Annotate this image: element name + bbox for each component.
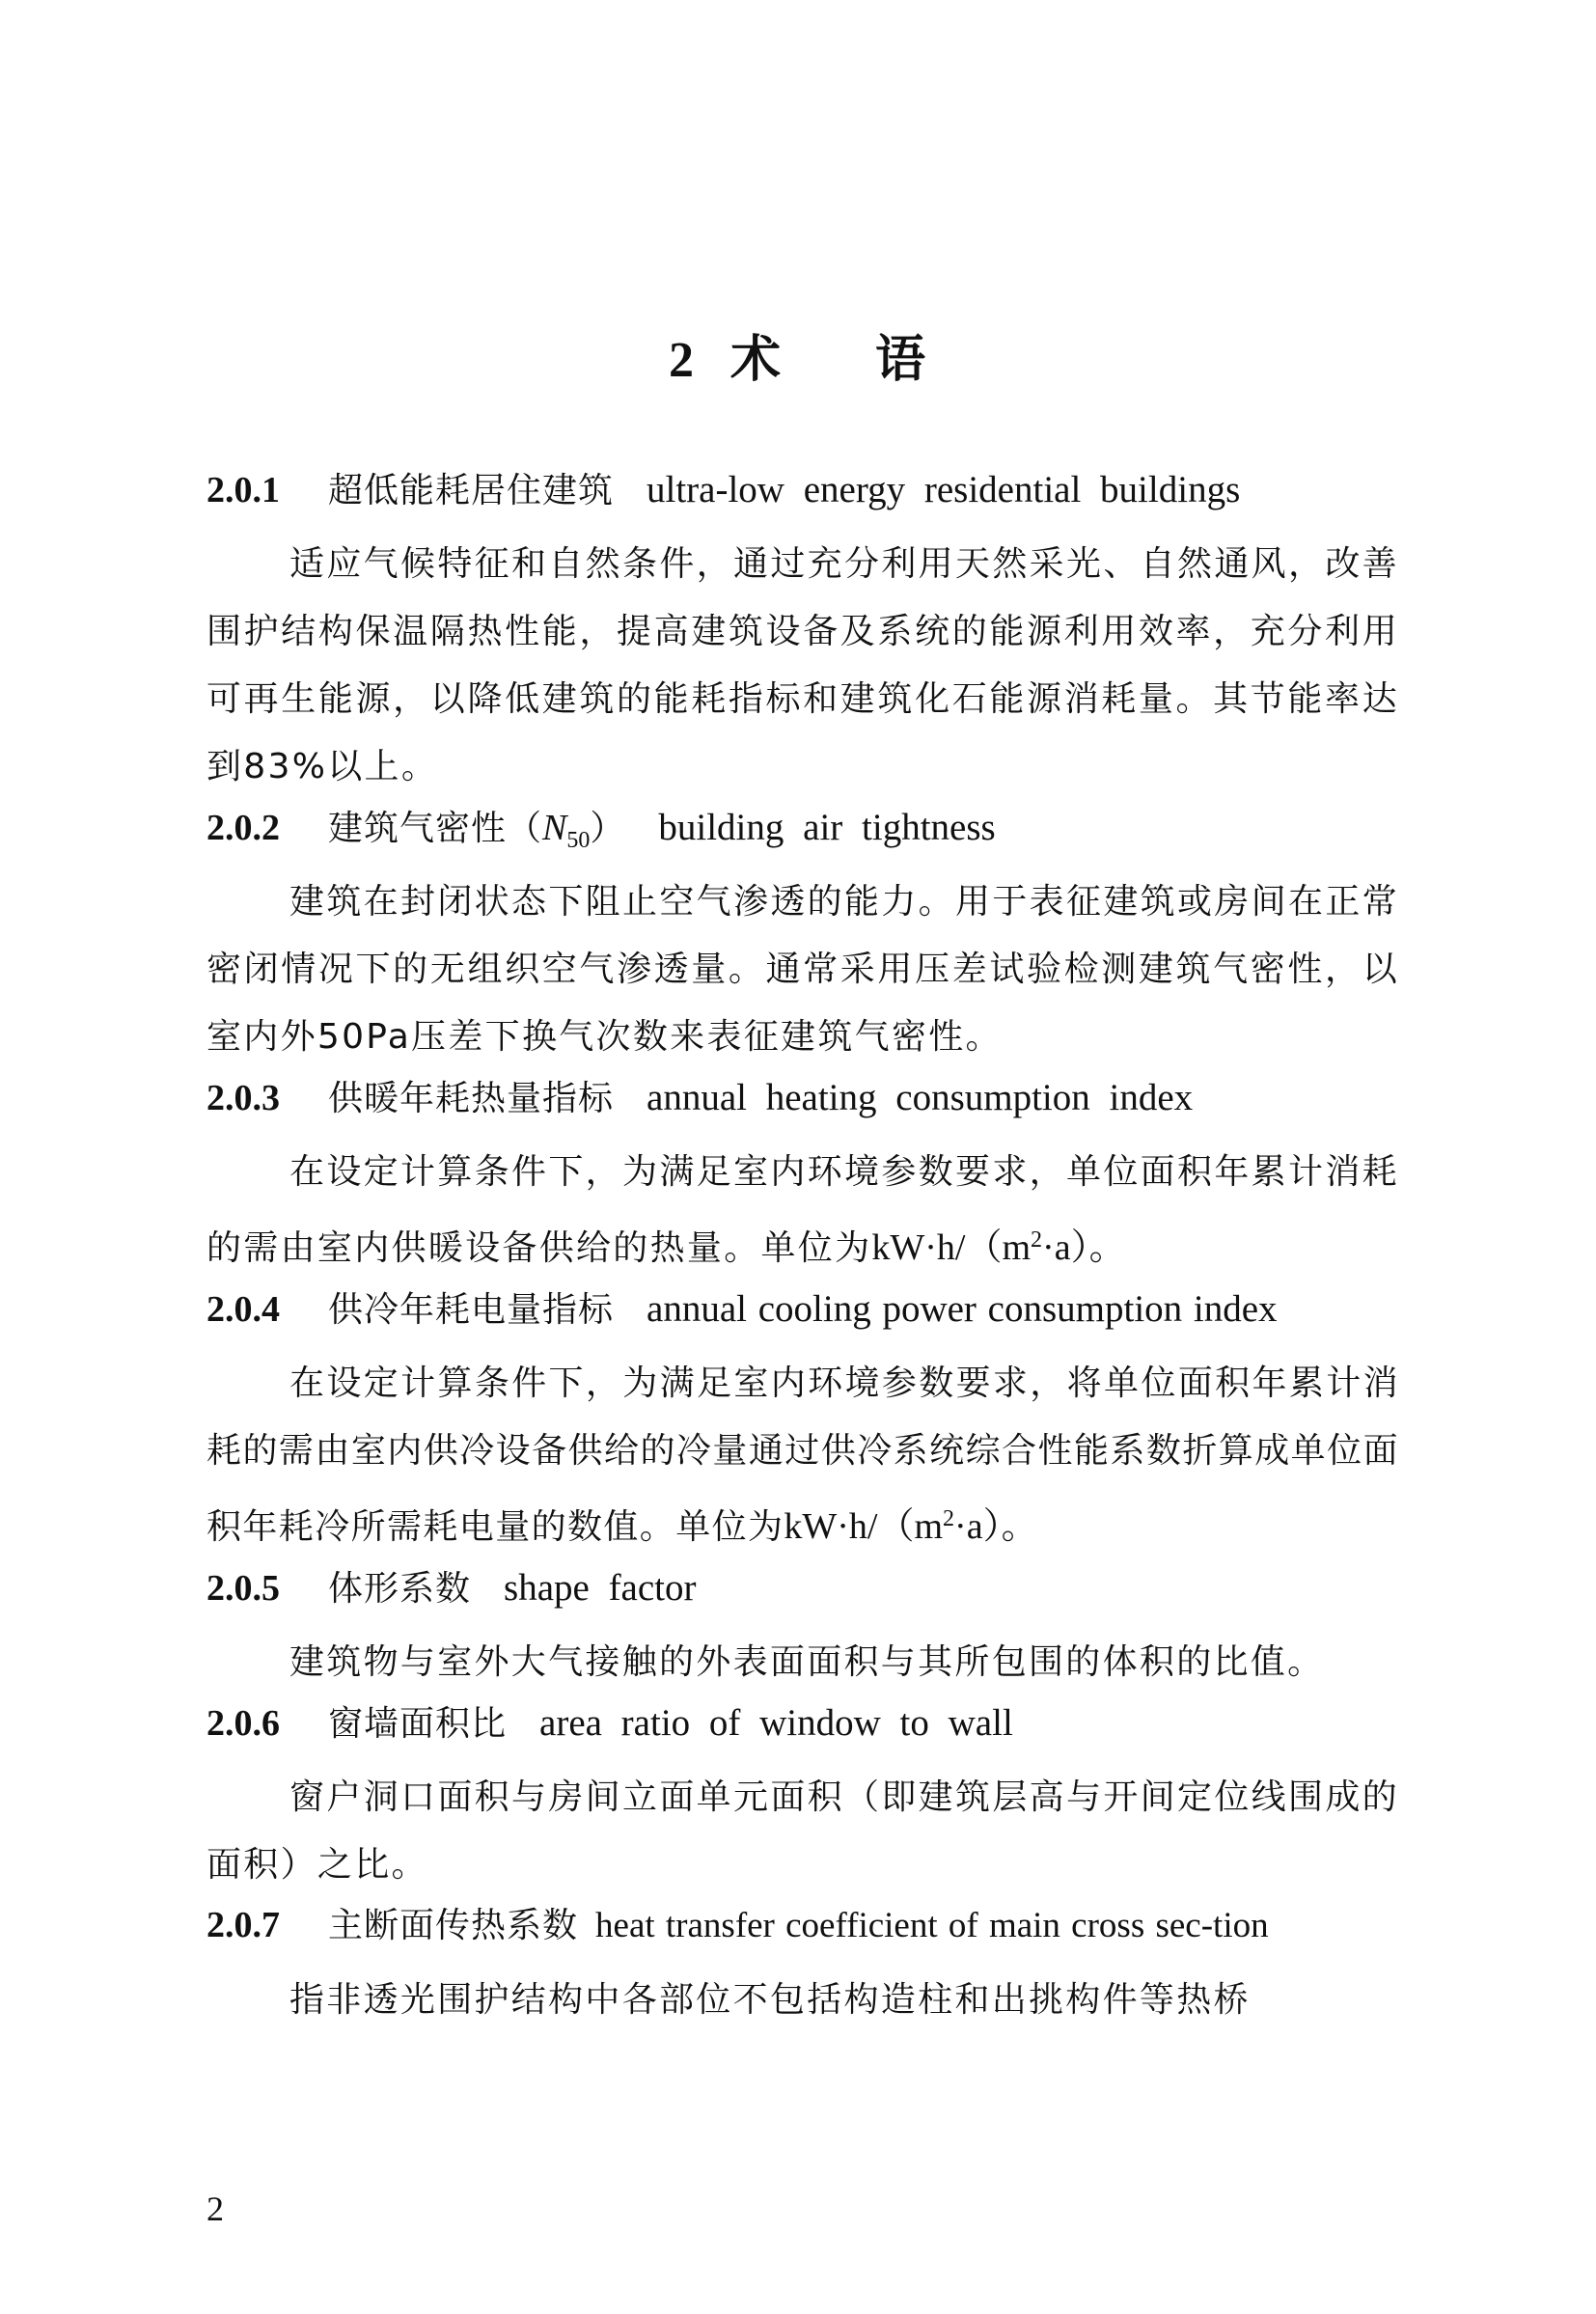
term-chinese [328,802,625,868]
unit-superscript: 2 [1031,1227,1043,1253]
term-chinese: 主断面传热系数 [328,1906,579,1945]
term-heading-2-0-3 [206,1071,1399,1139]
chapter-title-char-1: 术 [729,330,783,389]
term-english: annual cooling power consumption index [647,1288,1278,1330]
terms-body [206,463,1399,2034]
term-chinese-prefix: 建筑气密性（ [328,809,543,848]
term-definition-2-0-1: 适应气候特征和自然条件，通过充分利用天然采光、自然通风，改善围护结构保温隔热性能，提高建筑设备及系统的能源利用效率，充分利用可再生能源，以降低建筑的能耗指标和建筑化石能源消耗量。其节能率达到83%以上。 [206,544,1399,786]
term-definition-2-0-7: 指非透光围护结构中各部位不包括构造柱和出挑构件等热桥 [289,1980,1251,2020]
term-chinese-suffix: ） [590,809,626,848]
term-english: annual heating consumption index [647,1077,1194,1118]
chapter-title [0,318,1596,391]
term-english: area ratio of window to wall [539,1702,1013,1744]
term-symbol: N [542,808,567,848]
term-number: 2.0.2 [206,808,280,848]
term-english: building air tightness [658,807,996,848]
unit-superscript: 2 [943,1506,955,1531]
term-heading-2-0-7 [206,1899,1399,1967]
page-number: 2 [206,2190,224,2228]
term-chinese: 超低能耗居住建筑 [328,471,615,510]
unit-text-end: ·a）。 [1042,1227,1126,1268]
term-definition-2-0-4 [206,1350,1399,1561]
term-chinese: 供暖年耗热量指标 [328,1079,615,1118]
unit-text-end: ·a）。 [954,1506,1038,1547]
term-definition-2-0-2: 建筑在封闭状态下阻止空气渗透的能力。用于表征建筑或房间在正常密闭情况下的无组织空气渗透量。通常采用压差试验检测建筑气密性，以室内外50Pa压差下换气次数来表征建筑气密性。 [206,882,1399,1057]
term-number: 2.0.4 [206,1289,280,1330]
term-heading-2-0-1 [206,463,1399,531]
definition-text: 在设定计算条件下，为满足室内环境参数要求，将单位面积年累计消耗的需由室内供冷设备供给的冷量通过供冷系统综合性能系数折算成单位面积年耗冷所需耗电量的数值。单位为 [206,1364,1399,1547]
term-chinese: 体形系数 [328,1569,472,1609]
term-symbol-subscript: 50 [566,828,591,854]
unit-text: kW·h/（m [871,1227,1032,1268]
chapter-title-char-2: 语 [875,330,928,389]
term-definition-2-0-3 [206,1139,1399,1282]
term-english: shape factor [504,1567,697,1609]
term-english: heat transfer coefficient of main cross sec-tion [595,1906,1269,1945]
term-number: 2.0.5 [206,1568,280,1609]
term-number: 2.0.6 [206,1703,280,1744]
term-chinese: 供冷年耗电量指标 [328,1290,615,1330]
term-number: 2.0.7 [206,1905,280,1945]
term-definition-2-0-6: 窗户洞口面积与房间立面单元面积（即建筑层高与开间定位线围成的面积）之比。 [206,1777,1399,1885]
term-heading-2-0-5 [206,1561,1399,1629]
term-number: 2.0.3 [206,1078,280,1118]
term-number: 2.0.1 [206,470,280,510]
term-chinese: 窗墙面积比 [328,1704,508,1744]
term-heading-2-0-6 [206,1696,1399,1764]
term-heading-2-0-4 [206,1282,1399,1350]
term-english: ultra-low energy residential buildings [647,469,1241,510]
term-heading-2-0-2 [206,801,1399,868]
chapter-number: 2 [668,333,696,388]
unit-text: kW·h/（m [784,1506,944,1547]
definition-text: 在设定计算条件下，为满足室内环境参数要求，单位面积年累计消耗的需由室内供暖设备供给的热量。单位为 [206,1152,1399,1268]
term-definition-2-0-5: 建筑物与室外大气接触的外表面面积与其所包围的体积的比值。 [289,1642,1325,1682]
